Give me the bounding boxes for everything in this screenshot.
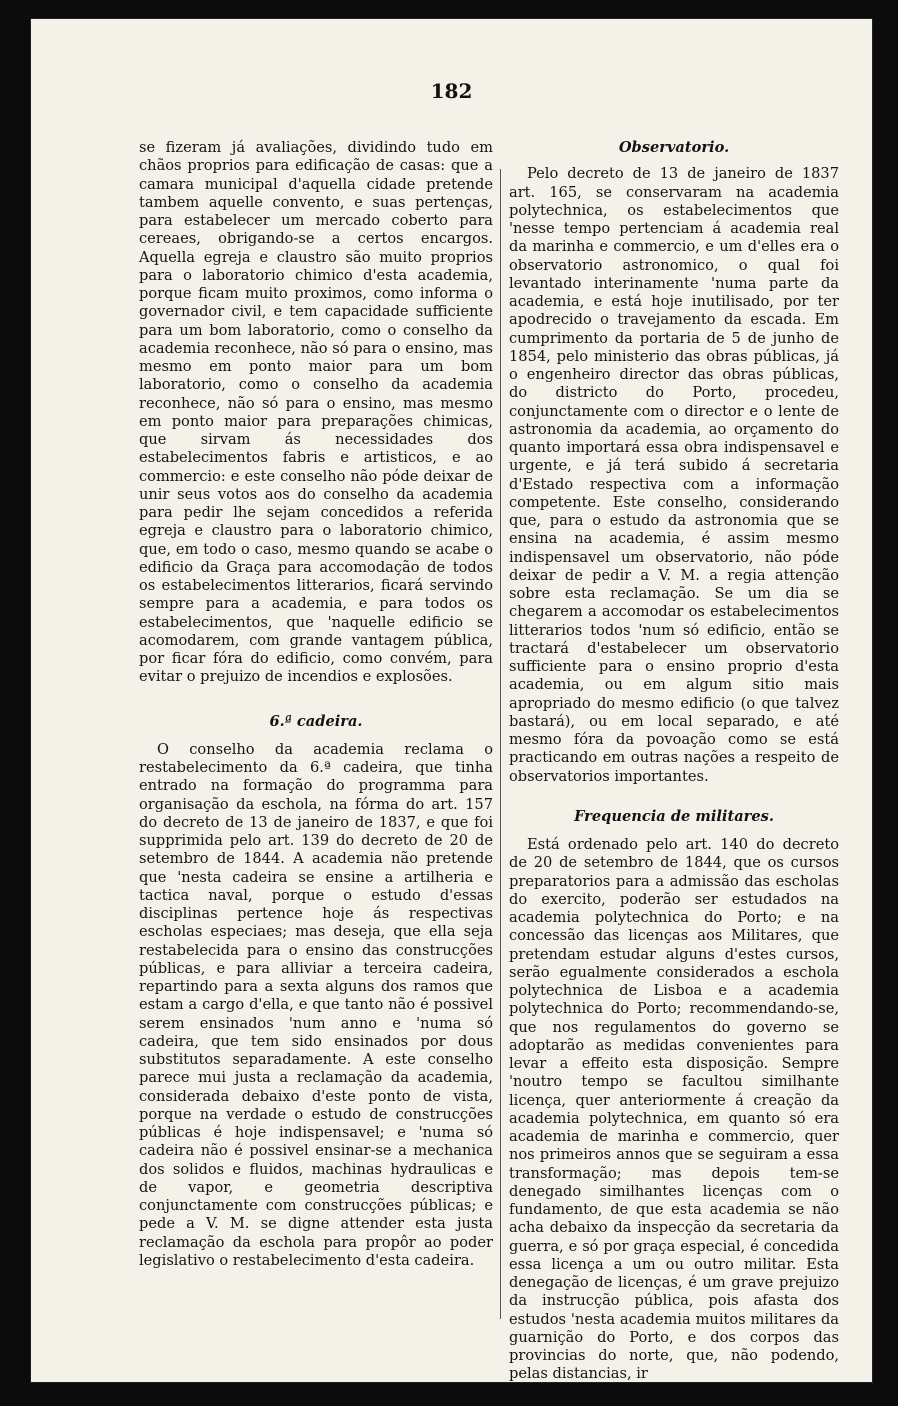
right-column: [509, 139, 839, 1384]
section-title-frequencia-militares: Frequencia de militares.: [574, 807, 774, 825]
section-frequencia-militares-paragraph: Está ordenado pelo art. 140 do decreto de 20 de setembro de 1844, que os cursos preparatorios para a admissão das escholas do exercito, poderão ser estudados na academia polytechnica do Porto; e na concessão das licenças aos Militares, que pretendam estudar alguns d'estes cursos, serão egualmente considerados a eschola polytechnica de Lisboa e a academia polytechnica do Porto; recommendando-se, que nos regulamentos do governo se adoptarão as medidas convenientes para levar a effeito esta disposição. Sempre 'noutro tempo se facultou similhante licença, quer anteriormente á creação da academia polytechnica, em quanto só era academia de marinha e commercio, quer nos primeiros annos que se seguiram a essa transformação; mas depois tem-se denegado similhantes licenças com o fundamento, de que esta academia se não acha debaixo da inspecção da secretaria da guerra, e só por graça especial, é concedida essa licença a um ou outro militar. Esta denegação de licenças, é um grave prejuizo da instrucção pública, pois afasta dos estudos 'nesta academia muitos militares da guarnição do Porto, e dos corpos das provincias do norte, que, não podendo, pelas distancias, ir: [509, 836, 839, 1383]
newspaper-page: [30, 18, 873, 1383]
section-observatorio-paragraph: Pelo decreto de 13 de janeiro de 1837 art. 165, se conservaram na academia polytechnica, os estabelecimentos que 'nesse tempo pertenciam á academia real da marinha e commercio, e um d'elles era o observatorio astronomico, o qual foi levantado interinamente 'numa parte da academia, e está hoje inutilisado, por ter apodrecido o travejamento da escada. Em cumprimento da portaria de 5 de junho de 1854, pelo ministerio das obras públicas, já o engenheiro director das obras públicas, do districto do Porto, procedeu, conjunctamente com o director e o lente de astronomia da academia, ao orçamento do quanto importará essa obra indispensavel e urgente, e já terá subido á secretaria d'Estado respectiva com a informação competente. Este conselho, considerando que, para o estudo da astronomia que se ensina na academia, é assim mesmo indispensavel um observatorio, não póde deixar de pedir a V. M. a regia attenção sobre esta reclamação. Se um dia se chegarem a accomodar os estabelecimentos litterarios todos 'num só edificio, então se tractará d'estabelecer um observatorio sufficiente para o ensino proprio d'esta academia, ou em algum sitio mais apropriado do mesmo edificio (o que talvez bastará), ou em local separado, e até mesmo fóra da povoação como se está practicando em outras nações a respeito de observatorios importantes.: [509, 165, 839, 785]
left-column: [139, 139, 493, 1270]
left-continuation-paragraph: se fizeram já avaliações, dividindo tudo em chãos proprios para edificação de casas: que a camara municipal d'aquella cidade pretende tambem aquelle convento, e suas pertenças, para estabelecer um mercado coberto para cereaes, obrigando-se a certos encargos. Aquella egreja e claustro são muito proprios para o laboratorio chimico d'esta academia, porque ficam muito proximos, como informa o governador civil, e tem capacidade sufficiente para um bom laboratorio, como o conselho da academia reconhece, não só para o ensino, mas mesmo em ponto maior para um bom laboratorio, como o conselho da academia reconhece, não só para o ensino, mas mesmo em ponto maior para preparações chimicas, que sirvam ás necessidades dos estabelecimentos fabris e artisticos, e ao commercio: e este conselho não póde deixar de unir seus votos aos do conselho da academia para pedir lhe sejam concedidos a referida egreja e claustro para o laboratorio chimico, que, em todo o caso, mesmo quando se acabe o edificio da Graça para accomodação de todos os estabelecimentos litterarios, ficará servindo sempre para a academia, e para todos os estabelecimentos, que 'naquelle edificio se acomodarem, com grande vantagem pública, por ficar fóra do edificio, como convém, para evitar o prejuizo de incendios e explosões.: [139, 139, 493, 686]
page-number: 182: [430, 79, 473, 103]
left-section-spacer: [139, 687, 493, 709]
column-divider: [500, 169, 501, 1319]
section-6-cadeira-paragraph: O conselho da academia reclama o restabelecimento da 6.ª cadeira, que tinha entrado na formação do programma para organisação da eschola, na fórma do art. 157 do decreto de 13 de janeiro de 1837, e que foi supprimida pelo art. 139 do decreto de 20 de setembro de 1844. A academia não pretende que 'nesta cadeira se ensine a artilheria e tactica naval, porque o estudo d'essas disciplinas pertence hoje ás respectivas escholas especiaes; mas deseja, que ella seja restabelecida para o ensino das construcções públicas, e para alliviar a terceira cadeira, repartindo para a sexta alguns dos ramos que estam a cargo d'ella, e que tanto não é possivel serem ensinados 'num anno e 'numa só cadeira, que tem sido ensinados por dous substitutos separadamente. A este conselho parece mui justa a reclamação da academia, considerada debaixo d'este ponto de vista, porque na verdade o estudo de construcções públicas é hoje indispensavel; e 'numa só cadeira não é possivel ensinar-se a mechanica dos solidos e fluidos, machinas hydraulicas e de vapor, e geometria descriptiva conjunctamente com construcções públicas; e pede a V. M. se digne attender esta justa reclamação da eschola para propôr ao poder legislativo o restabelecimento d'esta cadeira.: [139, 740, 493, 1269]
right-section-spacer: [509, 786, 839, 804]
section-title-observatorio: Observatorio.: [618, 139, 730, 156]
section-title-6-cadeira: 6.ª cadeira.: [269, 712, 363, 730]
